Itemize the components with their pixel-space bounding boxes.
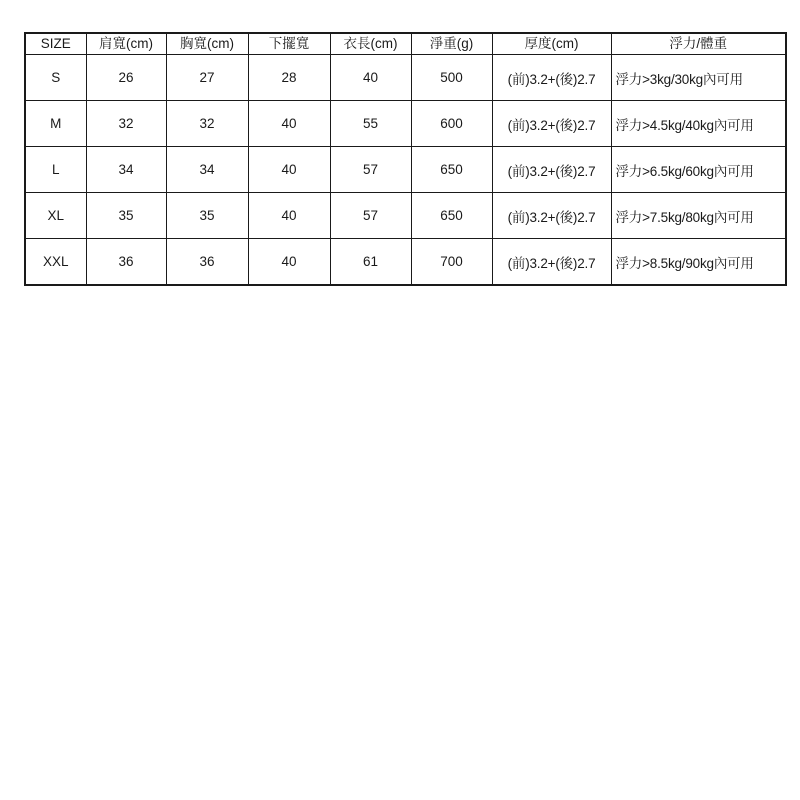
- header-hem-width: 下擺寬: [248, 33, 330, 55]
- cell-net-weight: 600: [411, 101, 492, 147]
- cell-size: XL: [25, 193, 86, 239]
- cell-hem-width: 40: [248, 239, 330, 286]
- cell-net-weight: 500: [411, 55, 492, 101]
- cell-length: 57: [330, 193, 411, 239]
- table-header: [25, 33, 786, 55]
- cell-chest-width: 36: [166, 239, 248, 286]
- cell-length: 57: [330, 147, 411, 193]
- cell-net-weight: 650: [411, 147, 492, 193]
- cell-buoyancy-weight: 浮力>4.5kg/40kg內可用: [611, 101, 786, 147]
- cell-hem-width: 40: [248, 147, 330, 193]
- cell-hem-width: 40: [248, 101, 330, 147]
- cell-size: L: [25, 147, 86, 193]
- header-net-weight: 淨重(g): [411, 33, 492, 55]
- cell-shoulder-width: 32: [86, 101, 166, 147]
- table-row: [25, 147, 786, 193]
- header-buoyancy-weight: 浮力/體重: [611, 33, 786, 55]
- cell-shoulder-width: 35: [86, 193, 166, 239]
- header-length: 衣長(cm): [330, 33, 411, 55]
- cell-thickness: (前)3.2+(後)2.7: [492, 239, 611, 286]
- header-shoulder-width: 肩寬(cm): [86, 33, 166, 55]
- cell-size: M: [25, 101, 86, 147]
- cell-hem-width: 40: [248, 193, 330, 239]
- header-row: [25, 33, 786, 55]
- table-row: [25, 55, 786, 101]
- cell-net-weight: 650: [411, 193, 492, 239]
- cell-shoulder-width: 26: [86, 55, 166, 101]
- table-row: [25, 193, 786, 239]
- cell-thickness: (前)3.2+(後)2.7: [492, 147, 611, 193]
- cell-size: S: [25, 55, 86, 101]
- cell-length: 61: [330, 239, 411, 286]
- header-size: SIZE: [25, 33, 86, 55]
- cell-net-weight: 700: [411, 239, 492, 286]
- cell-chest-width: 27: [166, 55, 248, 101]
- cell-buoyancy-weight: 浮力>3kg/30kg內可用: [611, 55, 786, 101]
- cell-length: 40: [330, 55, 411, 101]
- cell-buoyancy-weight: 浮力>8.5kg/90kg內可用: [611, 239, 786, 286]
- table-row: [25, 101, 786, 147]
- size-chart-table: [24, 32, 787, 286]
- cell-size: XXL: [25, 239, 86, 286]
- cell-buoyancy-weight: 浮力>6.5kg/60kg內可用: [611, 147, 786, 193]
- cell-shoulder-width: 34: [86, 147, 166, 193]
- cell-buoyancy-weight: 浮力>7.5kg/80kg內可用: [611, 193, 786, 239]
- cell-hem-width: 28: [248, 55, 330, 101]
- cell-chest-width: 34: [166, 147, 248, 193]
- table-body: [25, 55, 786, 286]
- table-row: [25, 239, 786, 286]
- cell-chest-width: 32: [166, 101, 248, 147]
- cell-thickness: (前)3.2+(後)2.7: [492, 193, 611, 239]
- cell-shoulder-width: 36: [86, 239, 166, 286]
- header-chest-width: 胸寬(cm): [166, 33, 248, 55]
- cell-thickness: (前)3.2+(後)2.7: [492, 55, 611, 101]
- cell-length: 55: [330, 101, 411, 147]
- header-thickness: 厚度(cm): [492, 33, 611, 55]
- cell-thickness: (前)3.2+(後)2.7: [492, 101, 611, 147]
- cell-chest-width: 35: [166, 193, 248, 239]
